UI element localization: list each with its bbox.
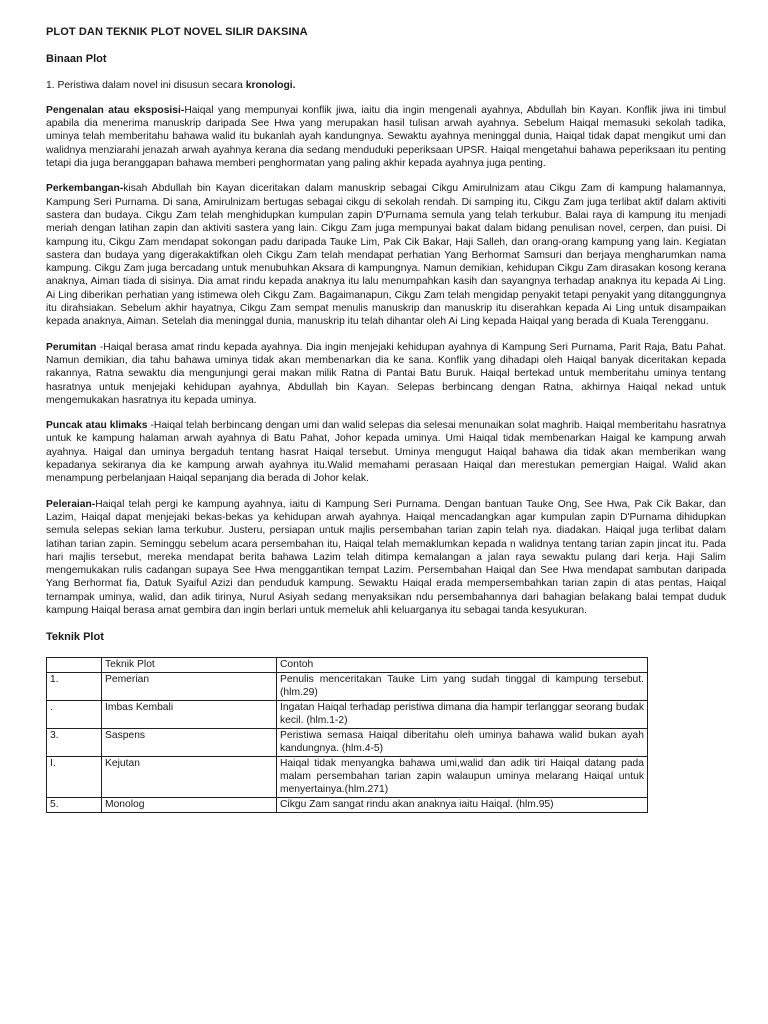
table-row: [47, 728, 648, 756]
row-example: Cikgu Zam sangat rindu akan anaknya iaitu Haiqal. (hlm.95): [277, 797, 648, 812]
intro-text: 1. Peristiwa dalam novel ini disusun secara: [46, 79, 246, 91]
paragraph-body: -Haiqal berasa amat rindu kepada ayahnya. Dia ingin menjejaki kehidupan ayahnya di Kampung Seri Purnama, Parit Raja, Batu Pahat. Namun demikian, dia tahu bahawa uminya tidak akan membenarkan dia ke sana. Konflik yang dihadapi oleh Haiqal banyak diceritakan kepada rakannya, Ratna sewaktu dia mengunjungi gerai makan milik Ratna di Pantai Batu Buruk. Haiqal bertekad untuk memberitahu uminya tentang hasratnya untuk menjejaki kehidupan ayahnya, Abdullah bin Kayan. Selepas berbincang dengan Ratna, akhirnya Haiqal nekad untuk mengemukakan hasratnya itu kepada uminya.: [46, 341, 726, 406]
paragraph-lead: Puncak atau klimaks: [46, 420, 148, 432]
row-number: 5.: [47, 797, 102, 812]
paragraph-perumitan: [46, 341, 726, 407]
row-example: Penulis menceritakan Tauke Lim yang sudah tinggal di kampung tersebut. (hlm.29): [277, 672, 648, 700]
paragraph-body: kisah Abdullah bin Kayan diceritakan dalam manuskrip sebagai Cikgu Amirulnizam atau Cikgu Zam di kampung halamannya, Kampung Seri Purnama. Di sana, Amirulnizam bertugas sebagai cikgu di sekolah rendah. Di samping itu, Cikgu Zam juga terlibat aktif dalam aktiviti sastera dan budaya. Cikgu Zam telah menghidupkan kumpulan zapin D'Purnama semula yang telah terkubur. Balai raya di kampung itu menjadi meriah dengan latihan zapin dan aktiviti sastera yang lain. Cikgu Zam juga mempunyai bakat dalam bidang penulisan novel, cerpen, dan puisi. Di kampung itu, Cikgu Zam mendapat sokongan padu daripada Tauke Lim, Pak Cik Bakar, Haji Salleh, dan orang-orang kampung yang lain. Kegiatan sastera dan budaya yang digerakaktifkan oleh Cikgu Zam telah mendapat perhatian Yang Berhormat Samsuri dan berjaya mengharumkan nama kampung. Cikgu Zam juga bercadang untuk menubuhkan Aksara di kampungnya. Namun demikian, kehidupan Cikgu Zam dirasakan kosong kerana anaknya, Aiman tiada di sisinya. Dia amat rindu kepada anaknya itu lalu menumpahkan kasih dan sayangnya terhadap anaknya itu kepada Ai Ling. Ai Ling diberikan perhatian yang istimewa oleh Cikgu Zam. Bagaimanapun, Cikgu Zam telah mengidap penyakit tetapi penyakit yang ditanggungnya itu dirahsiakan. Sebelum akhir hayatnya, Cikgu Zam sempat menulis manuskrip dan manuskrip itu diserahkan kepada Ai Ling untuk disampaikan kepada anaknya, Aiman. Setelah dia meninggal dunia, manuskrip itu telah dihantar oleh Ai Ling kepada Haiqal yang berada di Kuala Terengganu.: [46, 183, 726, 328]
table-header-cell: Contoh: [277, 657, 648, 672]
table-header-row: [47, 657, 648, 672]
table-header-cell: [47, 657, 102, 672]
row-number: 3.: [47, 728, 102, 756]
table-row: [47, 756, 648, 797]
paragraph-body: -Haiqal telah berbincang dengan umi dan walid selepas dia selesai menunaikan solat maghrib. Haiqal memberitahu hasratnya untuk ke kampung halaman arwah ayahnya di Batu Pahat, Johor kepada uminya. Umi Haiqal tidak membenarkan Haigal ke kampung arwah ayahnya. Haigal dan uminya bergaduh tentang hasrat Haiqal tersebut. Uminya mengugut Haiqal bahawa dia tidak akan memberikan wang kepadanya sekiranya dia ke kampung arwah ayahnya itu.Walid memahami perasaan Haiqal dan merestukan pemergian Haigal. Walid akan menampung perbelanjaan Haiqal sepanjang dia berada di Johor kelak.: [46, 420, 726, 485]
intro-bold: kronologi.: [245, 79, 296, 91]
row-technique: Kejutan: [102, 756, 277, 797]
table-row: [47, 672, 648, 700]
paragraph-peleraian: [46, 498, 726, 618]
row-number: .: [47, 700, 102, 728]
row-technique: Imbas Kembali: [102, 700, 277, 728]
row-example: Haiqal tidak menyangka bahawa umi,walid dan adik tiri Haiqal datang pada malam persembahan tarian zapin walaupun uminya melarang Haiqal untuk menyertainya.(hlm.271): [277, 756, 648, 797]
paragraph-klimaks: [46, 419, 726, 485]
table-header-cell: Teknik Plot: [102, 657, 277, 672]
paragraph-lead: Perkembangan-: [46, 183, 124, 195]
section-heading-teknik-plot: Teknik Plot: [46, 631, 104, 644]
row-technique: Monolog: [102, 797, 277, 812]
paragraph-pengenalan: [46, 104, 726, 170]
paragraph-body: Haiqal telah pergi ke kampung ayahnya, iaitu di Kampung Seri Purnama. Dengan bantuan Tauke Ong, See Hwa, Pak Cik Bakar, dan Lazim, Haiqal dapat menjejaki bekas-bekas ya kehidupan arwah ayahnya. Haiqal mencadangkan agar kumpulan zapin D'Purnama dihidupkan semula selepas sekian lama terkubur. Justeru, persiapan untuk majlis persembahan tarian zapin telah nya. diadakan. Haiqal juga terlibat dalam latihan tarian zapin. Seminggu sebelum acara persembahan itu, Haiqal telah memaklumkan kepada n walidnya tentang tarian zapin jincat itu. Pada hari majlis tersebut, mereka mendapat berita bahawa Lazim telah ditimpa kemalangan a jalan raya sewaktu pulang dari kerja. Haji Salim mengemukakan rulis cadangan supaya See Hwa menggantikan tempat Lazim. Persembahan Haiqal dan See Hwa mendapat sambutan daripada Yang Berhormat fia, Datuk Syaiful Azizi dan penduduk kampung. Sewaktu Haiqal erada mempersembahkan tarian zapin di atas pentas, Haiqal ternampak uminya, walid, dan adik tirinya, Nurul Asiyah sedang menyaksikan ndu persembahannya dari bahagian belakang balai tempat duduk kampung Haiqal berasa amat gembira dan ingin berlari untuk memeluk ahli keluarganya itu sebagai tanda kesyukuran.: [46, 498, 726, 616]
document-title: PLOT DAN TEKNIK PLOT NOVEL SILIR DAKSINA: [46, 26, 308, 38]
paragraph-body: Haiqal yang mempunyai konflik jiwa, iaitu dia ingin mengenali ayahnya, Abdullah bin Kayan. Konflik jiwa ini timbul apabila dia menerima manuskrip daripada See Hwa yang merupakan hasil tulisan arwah ayahnya. Sebelum Haiqal memasuki sekolah tadika, uminya telah memberitahu bahawa walid itu bukanlah ayah kandungnya. Sewaktu ayahnya meninggal dunia, Haiqal tidak dapat mengikut umi dan walidnya menziarahi jenazah arwah ayahnya kerana dia sedang menduduki peperiksaan UPSR. Haiqal mengetahui bahawa peperiksaan itu penting tetapi dia juga beranggapan bahawa memberi penghormatan yang paling akhir kepada ayahnya juga penting.: [46, 104, 726, 170]
row-example: Ingatan Haiqal terhadap peristiwa dimana dia hampir terlanggar seorang budak kecil. (hlm.1-2): [277, 700, 648, 728]
paragraph-perkembangan: [46, 182, 726, 328]
paragraph-lead: Peleraian-: [46, 498, 96, 510]
row-number: 1.: [47, 672, 102, 700]
row-example: Peristiwa semasa Haiqal diberitahu oleh uminya bahawa walid bukan ayah kandungnya. (hlm.4-5): [277, 728, 648, 756]
paragraph-lead: Pengenalan atau eksposisi-: [46, 104, 185, 116]
paragraph-lead: Perumitan: [46, 341, 97, 353]
row-technique: Saspens: [102, 728, 277, 756]
teknik-plot-table: [46, 657, 648, 813]
row-number: I.: [47, 756, 102, 797]
table-row: [47, 797, 648, 812]
section-heading-binaan-plot: Binaan Plot: [46, 53, 107, 66]
table-row: [47, 700, 648, 728]
intro-paragraph: [46, 79, 726, 92]
document-body: [46, 26, 726, 813]
row-technique: Pemerian: [102, 672, 277, 700]
